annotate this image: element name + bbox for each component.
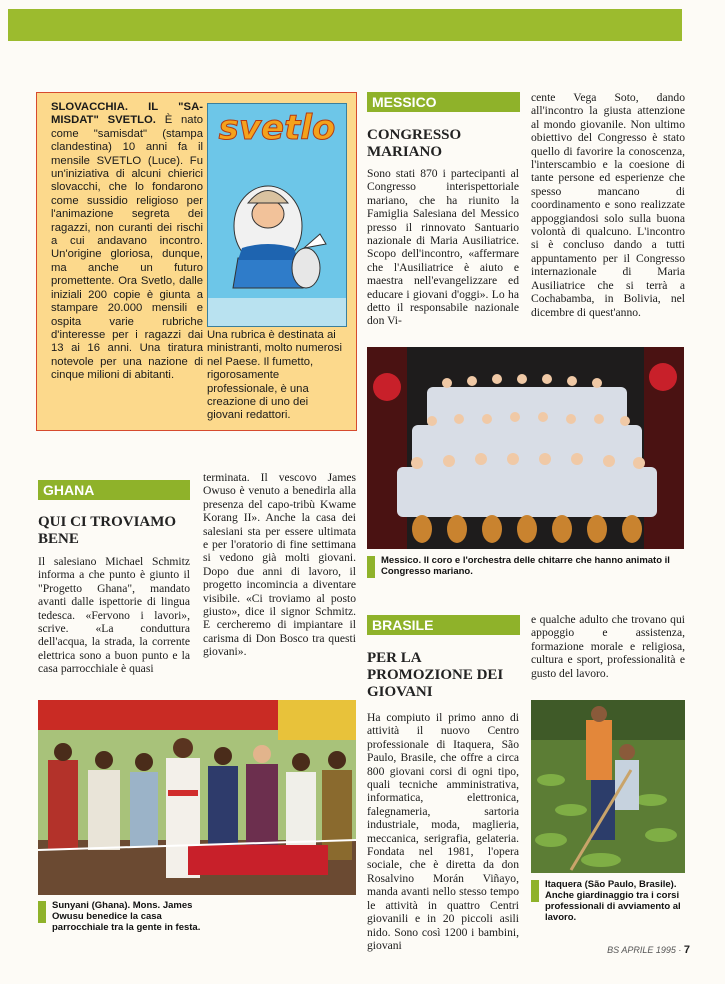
page-number: 7 [683, 944, 690, 956]
garden-illustration [531, 700, 685, 873]
ghana-caption: Sunyani (Ghana). Mons. James Owusu benedice la casa parrocchiale tra la gente in festa. [52, 900, 201, 933]
footer-magazine: BS APRILE 1995 · [607, 945, 682, 955]
ghana-col2: terminata. Il vescovo James Owuso è venuto a benedirla alla presenza del capo-tribù Kwame Korang II». Anche la casa dei salesiani sta per essere ultimata e per l'oratorio di fine settimana si vedono già molti giovani. Dopo due anni di lavoro, il progetto incomincia a diventare visibile. «Ci troviamo al posto giusto», dice il signor Schmitz. E cercheremo di impiantare il carisma di Don Bosco tra questi giovani». [203, 471, 356, 659]
messico-caption: Messico. Il coro e l'orchestra delle chitarre che hanno animato il Congresso mariano. [381, 555, 670, 577]
ghana-caption-mark [38, 901, 46, 923]
brasile-col2: e qualche adulto che trovano qui appoggio e assistenza, formazione morale e religiosa, cultura e sport, professionalità e gusto del lavoro. [531, 613, 685, 680]
ghana-col1: Il salesiano Michael Schmitz informa a che punto è giunto il "Progetto Ghana", mandato avanti dalle ispettorie di lingua tedesca. «Fervono i lavori», scrive. «La conduttura dell'acqua, la strada, la corrente elettrica sono a buon punto e la casa parrocchiale è quasi [38, 555, 190, 676]
slovacchia-lead: SLOVACCHIA. IL "SA-MISDAT" SVETLO. [51, 101, 203, 127]
ghana-illustration [38, 700, 356, 895]
ghana-photo [38, 700, 356, 895]
ghana-banner: GHANA [38, 480, 190, 500]
brasile-headline: PER LA PROMOZIONE DEI GIOVANI [367, 650, 504, 700]
svetlo-cover-title: svetlo [218, 108, 336, 148]
ghana-headline: QUI CI TROVIAMO BENE [38, 514, 177, 547]
slovacchia-body: È nato come "samisdat" (stampa clandestina) 10 anni fa il mensile SVETLO (Luce). Fu un'iniziativa di alcuni chierici slovacchi, che lo fondarono come sussidio religioso per l'animazione segreta dei ragazzi, non curanti dei rischi a cui andavano incontro. Un'origine gloriosa, dunque, ma anche un futuro promettente. Ora Svetlo, dalle iniziali 200 copie è giunta a stampare 20.000 mensili e ospita varie rubriche d'interesse per i ragazzi dai 13 ai 16 anni. Una tiratura notevole per una nazione di cinque milioni di abitanti. [51, 114, 203, 382]
page-footer [600, 944, 690, 956]
brasile-col1: Ha compiuto il primo anno di attività il nuovo Centro professionale di Itaquera, São Paulo, Brasile, che offre a circa 800 giovani corsi di ogni tipo, quali tecniche amministrativa, informatica, elettronica, falegnameria, sartoria industriale, moda, maglieria, meccanica, serigrafia, gelateria. Fondata nel 1981, l'opera sociale, che è diretta da don Rosalvino Morán Viñayo, manda avanti nello stesso tempo le attività in quattro Centri giovanili e in 20 piccoli asili nido. Sono così 1200 i bambini, giovani [367, 711, 519, 952]
messico-caption-mark [367, 556, 375, 578]
messico-banner: MESSICO [367, 92, 520, 112]
messico-col1: Sono stati 870 i partecipanti al Congresso interispettoriale mariano, che ha riunito la Famiglia Salesiana del Messico presso il rinnovato Santuario nazionale di Maria Ausiliatrice. Scopo dell'incontro, «affermare che l'Ausiliatrice è aiuto e maestra nell'evangelizzare ed educare i giovani d'oggi». Lo ha detto il responsabile nazionale don Vi- [367, 167, 519, 328]
brasile-photo [531, 700, 685, 873]
messico-headline: CONGRESSO MARIANO [367, 127, 462, 160]
choir-illustration [367, 347, 684, 549]
slovacchia-text [51, 101, 203, 383]
brasile-banner: BRASILE [367, 615, 520, 635]
top-color-bar [8, 9, 682, 41]
slovacchia-side-text: Una rubrica è destinata ai ministranti, molto numerosi nel Paese. Il fumetto, rigorosamente professionale, è una creazione di uno dei giovani redattori. [207, 329, 342, 422]
slovacchia-box [36, 92, 357, 431]
messico-col2: cente Vega Soto, dando all'incontro la giusta attenzione al mondo giovanile. Non ultimo obiettivo del Congresso è stato quello di favorire la conoscenza, l'interscambio e la coesione di tante persone ed esperienze che spesso mancano di coordinamento e sono realizzate appoggiandosi solo sulla buona volontà di qualcuno. L'incontro si è concluso dando a tutti appuntamento per il Congresso internazionale di Maria Ausiliatrice che si terrà a Cochabamba, in Bolivia, nel dicembre di quest'anno. [531, 91, 685, 319]
messico-choir-photo [367, 347, 684, 549]
brasile-caption-mark [531, 880, 539, 902]
svetlo-cover [207, 103, 347, 327]
brasile-caption: Itaquera (São Paulo, Brasile). Anche giardinaggio tra i corsi professionali di avviamento al lavoro. [545, 879, 681, 923]
svetlo-cover-cartoon [208, 148, 346, 326]
